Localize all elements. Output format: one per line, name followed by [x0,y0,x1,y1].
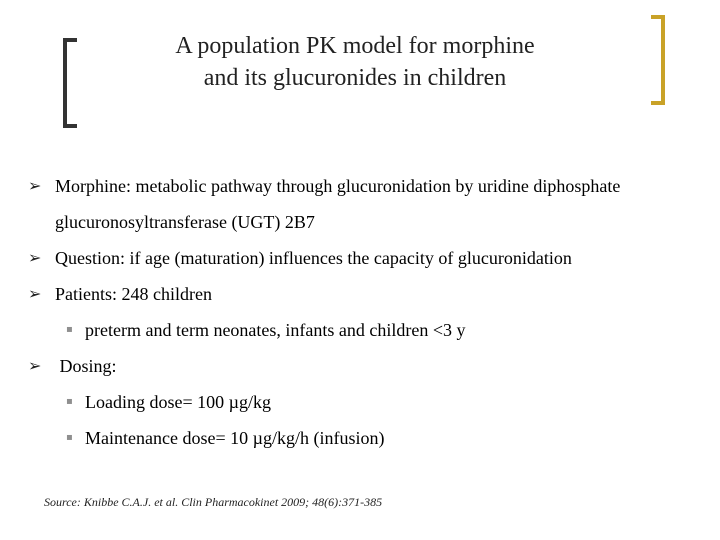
bullet-morphine [28,168,708,240]
bullet-list [28,168,708,456]
bullet-question [28,240,708,276]
title-line-1: A population PK model for morphine [175,33,535,59]
sub-bullet-neonates [28,312,708,348]
sub-bullet-text: Maintenance dose= 10 µg/kg/h (infusion) [85,428,385,448]
square-bullet-icon: ▪ [66,324,73,335]
arrow-bullet-icon: ➢ [28,284,42,303]
arrow-bullet-icon: ➢ [28,176,42,195]
square-bullet-icon: ▪ [66,432,73,443]
arrow-bullet-icon: ➢ [28,356,42,375]
arrow-bullet-icon: ➢ [28,248,42,267]
bullet-text: Question: if age (maturation) influences the capacity of glucuronidation [55,248,572,268]
sub-bullet-loading-dose [28,384,708,420]
sub-bullet-maintenance-dose [28,420,708,456]
sub-bullet-text: Loading dose= 100 µg/kg [85,392,272,412]
bullet-text: Patients: 248 children [55,284,212,304]
bullet-patients [28,276,708,312]
slide-title [95,30,615,94]
square-bullet-icon: ▪ [66,396,73,407]
sub-bullet-text: preterm and term neonates, infants and children <3 y [85,320,466,340]
right-bracket-decoration [651,15,665,105]
title-line-2: and its glucuronides in children [203,65,507,91]
bullet-text-continued: glucuronosyltransferase (UGT) 2B7 [55,212,315,232]
left-bracket-decoration [63,38,77,128]
bullet-text: Dosing: [55,356,117,376]
bullet-dosing [28,348,708,384]
bullet-text: Morphine: metabolic pathway through glucuronidation by uridine diphosphate [55,176,621,196]
source-citation: Source: Knibbe C.A.J. et al. Clin Pharmacokinet 2009; 48(6):371-385 [44,495,383,509]
